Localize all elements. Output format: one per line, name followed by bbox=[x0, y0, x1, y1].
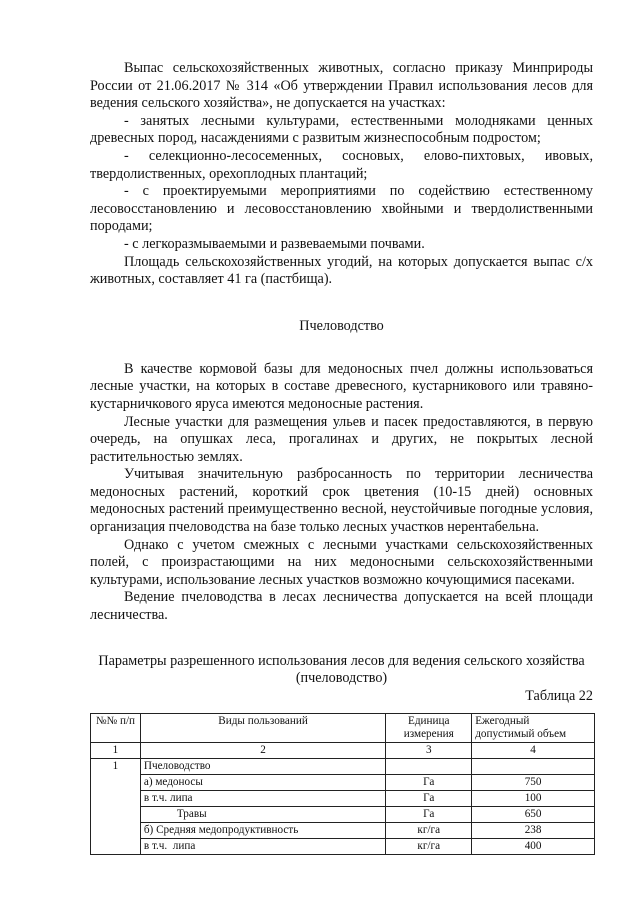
col-number: 1 bbox=[91, 742, 141, 758]
table-row bbox=[91, 822, 595, 838]
cell-usage: в т.ч. липа bbox=[140, 838, 385, 854]
grazing-intro: Выпас сельскохозяйственных животных, согласно приказу Минприроды России от 21.06.2017 № 314 «Об утверждении Правил использования лесов для ведения сельского хозяйства», не допускается на участках: bbox=[90, 60, 593, 112]
header-usage-type: Виды пользований bbox=[140, 713, 385, 742]
cell-usage: б) Средняя медопродуктивность bbox=[140, 822, 385, 838]
document-page bbox=[90, 60, 593, 855]
table-number: Таблица 22 bbox=[525, 687, 593, 704]
cell-unit: кг/га bbox=[386, 822, 472, 838]
table-row bbox=[91, 806, 595, 822]
cell-unit: кг/га bbox=[386, 838, 472, 854]
grazing-item-1: - занятых лесными культурами, естественными молодняками ценных древесных пород, насаждениями с развитым жизнеспособным подростом; bbox=[90, 112, 593, 147]
header-annual-volume: Ежегодный допустимый объем bbox=[472, 713, 595, 742]
cell-value: 238 bbox=[472, 822, 595, 838]
beekeeping-paragraph-5: Ведение пчеловодства в лесах лесничества допускается на всей площади лесничества. bbox=[90, 589, 593, 624]
cell-value: 650 bbox=[472, 806, 595, 822]
row-title: Пчеловодство bbox=[140, 758, 385, 774]
header-num: №№ п/п bbox=[91, 713, 141, 742]
params-table bbox=[90, 713, 595, 855]
table-row bbox=[91, 790, 595, 806]
grazing-area-text: Площадь сельскохозяйственных угодий, на которых допускается выпас с/х животных, составляет 41 га (пастбища). bbox=[90, 253, 593, 288]
beekeeping-paragraph-2: Лесные участки для размещения ульев и пасек предоставляются, в первую очередь, на опушках леса, прогалинах и других, не покрытых лесной растительностью землях. bbox=[90, 413, 593, 465]
col-number: 3 bbox=[386, 742, 472, 758]
row-number: 1 bbox=[91, 758, 141, 854]
table-row bbox=[91, 838, 595, 854]
cell-value bbox=[472, 758, 595, 774]
cell-unit: Га bbox=[386, 774, 472, 790]
table-column-numbers-row bbox=[91, 742, 595, 758]
table-row bbox=[91, 758, 595, 774]
cell-unit: Га bbox=[386, 806, 472, 822]
cell-value: 750 bbox=[472, 774, 595, 790]
header-unit: Единица измерения bbox=[386, 713, 472, 742]
cell-usage: Травы bbox=[140, 806, 385, 822]
grazing-item-4: - с легкоразмываемыми и развеваемыми почвами. bbox=[124, 235, 425, 252]
beekeeping-paragraph-1: В качестве кормовой базы для медоносных пчел должны использоваться лесные участки, на которых в составе древесного, кустарникового или травяно-кустарничкового яруса имеются медоносные растения. bbox=[90, 360, 593, 412]
beekeeping-paragraph-4: Однако с учетом смежных с лесными участками сельскохозяйственных полей, с произрастающими на них медоносными сельскохозяйственными культурами, использование лесных участков возможно кочующимися пасеками. bbox=[90, 536, 593, 588]
beekeeping-paragraph-3: Учитывая значительную разбросанность по территории лесничества медоносных растений, короткий срок цветения (10-15 дней) основных медоносных растений преимущественно весной, неустойчивые погодные условия, организация пчеловодства на базе только лесных участков нерентабельна. bbox=[90, 466, 593, 536]
cell-usage: а) медоносы bbox=[140, 774, 385, 790]
table-row bbox=[91, 774, 595, 790]
grazing-item-2: - селекционно-лесосеменных, сосновых, елово-пихтовых, ивовых, твердолиственных, орехоплодных плантаций; bbox=[90, 147, 593, 182]
cell-unit bbox=[386, 758, 472, 774]
cell-value: 400 bbox=[472, 838, 595, 854]
col-number: 4 bbox=[472, 742, 595, 758]
table-header-row bbox=[91, 713, 595, 742]
cell-value: 100 bbox=[472, 790, 595, 806]
col-number: 2 bbox=[140, 742, 385, 758]
cell-unit: Га bbox=[386, 790, 472, 806]
grazing-item-3: - с проектируемыми мероприятиями по содействию естественному лесовосстановлению и лесовосстановлению хвойными и твердолиственными породами; bbox=[90, 183, 593, 235]
table-heading: Параметры разрешенного использования лесов для ведения сельского хозяйства (пчеловодство) bbox=[98, 652, 585, 686]
cell-usage: в т.ч. липа bbox=[140, 790, 385, 806]
beekeeping-title: Пчеловодство bbox=[299, 317, 384, 334]
